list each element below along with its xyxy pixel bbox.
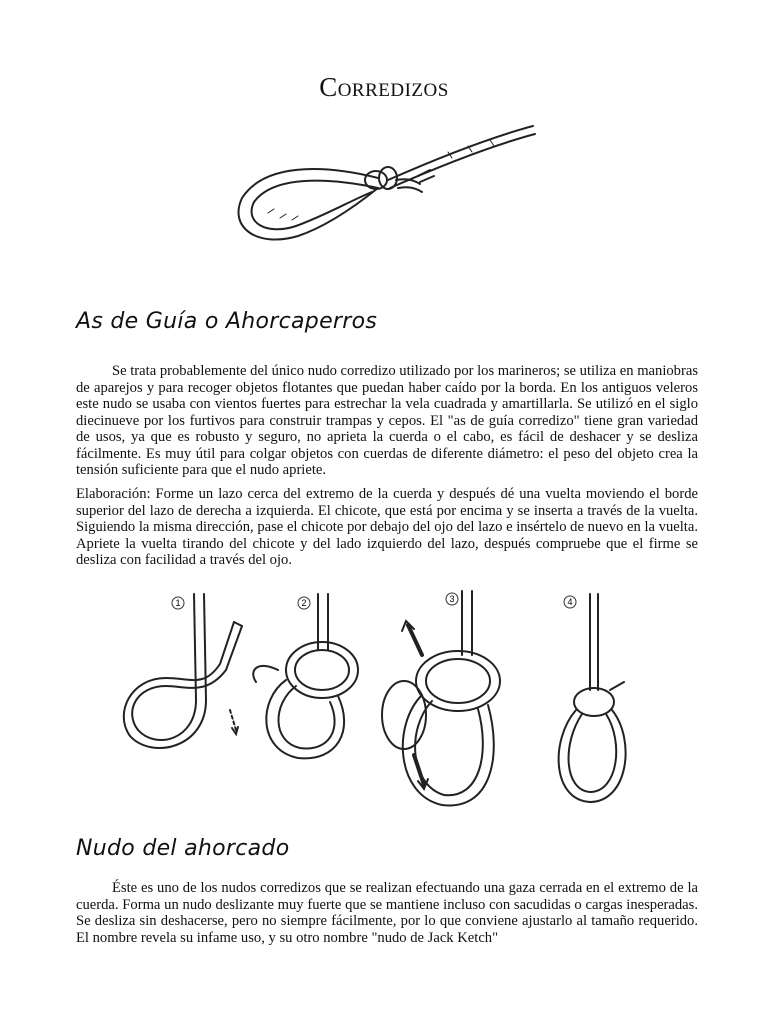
paragraph-elaboracion bbox=[76, 486, 698, 569]
section-heading-as-de-guia: As de Guía o Ahorcaperros bbox=[76, 309, 378, 334]
step-2-number: 2 bbox=[301, 598, 307, 608]
section-heading-nudo-del-ahorcado: Nudo del ahorcado bbox=[76, 836, 290, 861]
step-4-number: 4 bbox=[567, 597, 573, 607]
step-4-illustration bbox=[540, 590, 650, 810]
page-title: Corredizos bbox=[319, 72, 449, 102]
step-3-illustration bbox=[362, 585, 522, 825]
slip-knot-illustration bbox=[228, 118, 548, 268]
paragraph-as-de-guia-description bbox=[76, 363, 698, 479]
paragraph-text: Éste es uno de los nudos corredizos que se realizan efectuando una gaza cerrada en el extremo de la cuerda. Forma un nudo deslizante muy fuerte que se mantiene incluso con sacudidas o cargas inesperadas. Se desliza sin deshacerse, pero no siempre fácilmente, por lo que conviene ajustarlo al tamaño requerido. El nombre revela su infame uso, y su otro nombre "nudo de Jack Ketch" bbox=[76, 880, 698, 946]
paragraph-text: Se trata probablemente del único nudo corredizo utilizado por los marineros; se utiliza en maniobras de aparejos y para recoger objetos flotantes que puedan haber caído por la borda. En los antiguos veleros este nudo se usaba con vientos fuertes para estrechar la vela cuadrada y amartillarla. Se utilizó en el siglo diecinueve por los furtivos para construir trampas y cepos. El "as de guía corredizo" tiene gran variedad de usos, ya que es robusto y seguro, no aprieta la cuerda o el cabo, es fácil de deshacer y se desliza fácilmente. Es muy útil para colgar objetos con cuerdas de diferente diámetro: el peso del objeto crea la tensión suficiente para que el nudo apriete. bbox=[76, 363, 698, 478]
step-1-illustration bbox=[116, 590, 256, 770]
step-2-illustration bbox=[238, 590, 378, 770]
step-3-number: 3 bbox=[449, 594, 455, 604]
paragraph-nudo-del-ahorcado bbox=[76, 880, 698, 946]
paragraph-text: Elaboración: Forme un lazo cerca del extremo de la cuerda y después dé una vuelta moviendo el borde superior del lazo de derecha a izquierda. El chicote, que está por encima y se inserta a través de la vuelta. Siguiendo la misma dirección, pase el chicote por debajo del ojo del lazo e insértelo de nuevo en la vuelta. Apriete la vuelta tirando del chicote y del lado izquierdo del lazo, después compruebe que el firme se desliza con facilidad a través del ojo. bbox=[76, 486, 698, 568]
step-1-number: 1 bbox=[175, 598, 181, 608]
